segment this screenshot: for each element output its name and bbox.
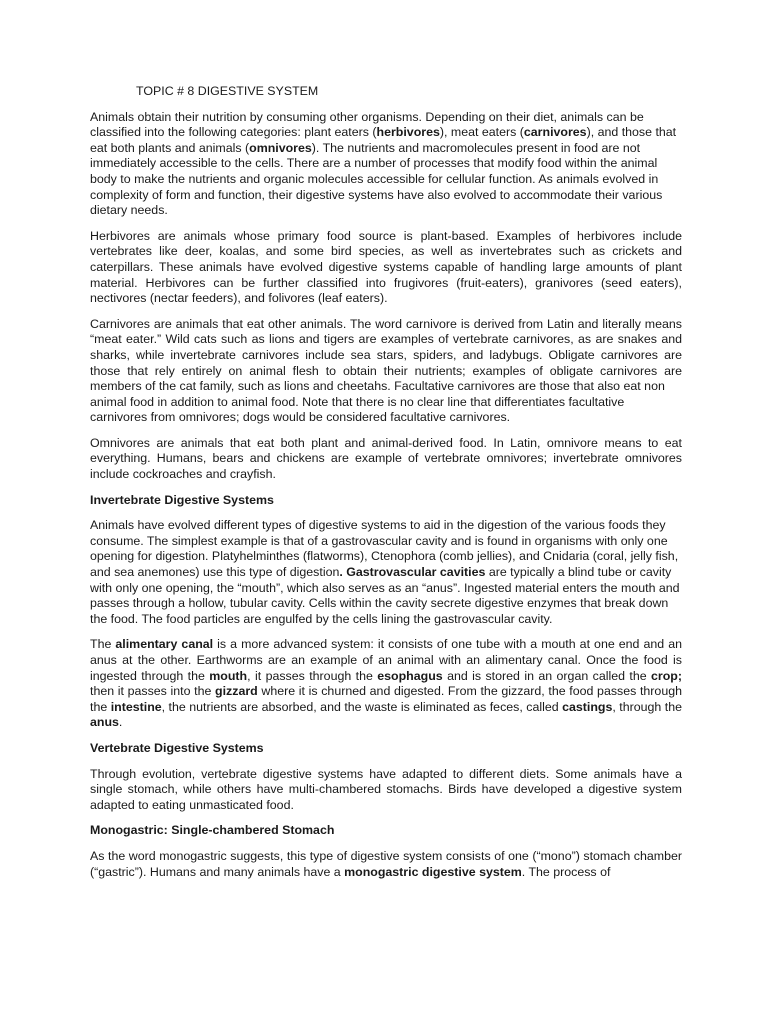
text-span: , the nutrients are absorbed, and the waste is eliminated as feces, called xyxy=(161,699,563,714)
omnivores-paragraph: Omnivores are animals that eat both plant and animal-derived food. In Latin, omnivore means to eat everything. Humans, bears and chickens are example of vertebrate omnivores; invertebrate omnivores include cockroaches and crayfish. xyxy=(90,435,682,482)
term-alimentary-canal: alimentary canal xyxy=(115,637,214,652)
document-title: TOPIC # 8 DIGESTIVE SYSTEM xyxy=(136,84,319,98)
term-omnivores: omnivores xyxy=(249,140,312,155)
herbivores-paragraph: Herbivores are animals whose primary food source is plant-based. Examples of herbivores include vertebrates like deer, koalas, and some bird species, as well as invertebrates such as crickets and caterpillars. These animals have evolved digestive systems capable of handling large amounts of plant material. Herbivores can be further classified into frugivores (fruit-eaters), granivores (seed eaters), nectivores (nectar feeders), and folivores (leaf eaters). xyxy=(90,228,682,306)
text-span: The xyxy=(90,637,116,652)
carnivores-paragraph-continued: animal food in addition to animal food. Note that there is no clear line that differentiates facultative carnivores from omnivores; dogs would be considered facultative carnivores. xyxy=(90,394,625,425)
text-span: ). The nutrients and macromolecules present in food are not immediately accessible to the cells. There are a number of processes that modify food within the animal body to make the nutrients and organic molecules accessible for cellular function. As animals evolved in complexity of form and function, their digestive systems have also evolved to accommodate their various dietary needs. xyxy=(90,140,663,218)
term-anus: anus xyxy=(90,715,119,730)
text-span: ), and those that eat both plants and animals ( xyxy=(90,125,677,155)
monogastric-paragraph xyxy=(90,849,682,880)
term-crop: crop; xyxy=(651,668,682,683)
alimentary-canal-paragraph xyxy=(90,637,682,731)
text-span: and is stored in an organ called the xyxy=(442,668,652,683)
term-intestine: intestine xyxy=(110,699,162,714)
text-span: , it passes through the xyxy=(247,668,378,683)
text-span: then it passes into the xyxy=(90,684,216,699)
carnivores-paragraph: Carnivores are animals that eat other animals. The word carnivore is derived from Latin and literally means “meat eater.” Wild cats such as lions and tigers are examples of vertebrate carnivores, as are snakes and sharks, while invertebrate carnivores include sea stars, spiders, and ladybugs. Obligate carnivores are those that rely entirely on animal flesh to obtain their nutrients; examples of obligate carnivores are members of the cat family, such as lions and cheetahs. Facultative carnivores are those that also eat non xyxy=(90,316,682,394)
text-span: Animals obtain their nutrition by consuming other organisms. Depending on their diet, animals can be classified into the following categories: plant eaters ( xyxy=(90,109,644,140)
text-span: Animals have evolved different types of digestive systems to aid in the digestion of the various foods they consume. The simplest example is that of a gastrovascular cavity and is found in organisms with only one opening for digestion. Platyhelminthes (flatworms), Ctenophora (comb jellies), and Cnidaria (coral, jelly fish, and sea anemones) use this type of digestion xyxy=(90,518,679,580)
text-span: ), meat eaters ( xyxy=(439,125,524,140)
text-span: . The process of xyxy=(521,864,611,879)
intro-paragraph xyxy=(90,110,682,219)
text-span: is a more advanced system: it consists of one tube with a mouth at one end and an anus at the other. Earthworms are an example of an animal with an alimentary canal. Once the food is ingested through the xyxy=(90,637,682,683)
vertebrate-heading: Vertebrate Digestive Systems xyxy=(90,740,264,755)
text-span: , through the xyxy=(612,699,683,714)
term-castings: castings xyxy=(562,699,613,714)
text-span: are typically a blind tube or cavity with only one opening, the “mouth”, which also serves as an “anus”. Ingested material enters the mouth and passes through a hollow, tubular cavity. Cells within the cavity secrete digestive enzymes that break down the food. The food particles are engulfed by the cells lining the gastrovascular cavity. xyxy=(90,565,680,626)
term-herbivores: herbivores xyxy=(376,125,440,140)
term-gizzard: gizzard xyxy=(215,684,258,699)
invertebrate-paragraph xyxy=(90,518,682,627)
vertebrate-paragraph: Through evolution, vertebrate digestive systems have adapted to different diets. Some animals have a single stomach, while others have multi-chambered stomachs. Birds have developed a digestive system adapted to eating unmasticated food. xyxy=(90,766,682,812)
term-monogastric-digestive-system: monogastric digestive system xyxy=(344,864,522,879)
text-span: As the word monogastric suggests, this type of digestive system consists of one (“mono”) stomach chamber (“gastric”). Humans and many animals have a xyxy=(90,848,682,879)
invertebrate-heading: Invertebrate Digestive Systems xyxy=(90,492,274,507)
document-page xyxy=(90,84,682,890)
term-carnivores: carnivores xyxy=(523,125,587,140)
term-gastrovascular-cavities: . Gastrovascular cavities xyxy=(339,565,486,580)
term-mouth: mouth xyxy=(209,668,248,683)
text-span: . xyxy=(118,715,123,730)
text-span: where it is churned and digested. From the gizzard, the food passes through the xyxy=(90,684,682,714)
monogastric-heading: Monogastric: Single-chambered Stomach xyxy=(90,823,335,838)
term-esophagus: esophagus xyxy=(377,668,443,683)
